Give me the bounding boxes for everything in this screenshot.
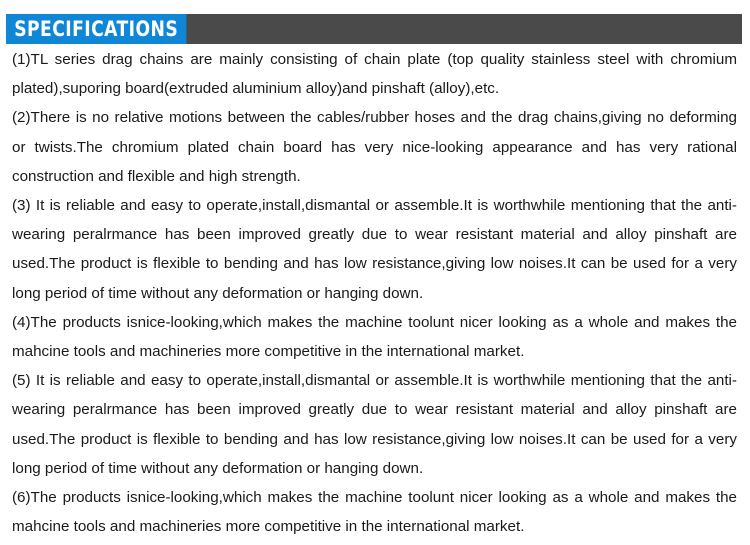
section-title: SPECIFICATIONS — [6, 14, 186, 44]
specifications-body — [12, 45, 737, 541]
spec-paragraph-1: (1)TL series drag chains are mainly consisting of chain plate (top quality stainless steel with chromium plated),suporing board(extruded aluminium alloy)and pinshaft (alloy),etc. — [12, 51, 737, 98]
spec-paragraph-5: (5) It is reliable and easy to operate,install,dismantal or assemble.It is worthwhile mentioning that the anti-wearing peralrmance has been improved greatly due to wear resistant material and alloy pinshaft are used.The product is flexible to bending and has low resistance,giving low noises.It can be used for a very long period of time without any deformation or hanging down. — [12, 372, 737, 477]
section-banner — [0, 0, 750, 44]
spec-paragraph-4: (4)The products isnice-looking,which makes the machine toolunt nicer looking as a whole and makes the mahcine tools and machineries more competitive in the international market. — [12, 313, 737, 361]
spec-paragraph-6: (6)The products isnice-looking,which makes the machine toolunt nicer looking as a whole and makes the mahcine tools and machineries more competitive in the international market. — [12, 489, 737, 536]
spec-paragraph-3: (3) It is reliable and easy to operate,install,dismantal or assemble.It is worthwhile mentioning that the anti-wearing peralrmance has been improved greatly due to wear resistant material and alloy pinshaft are used.The product is flexible to bending and has low resistance,giving low noises.It can be used for a very long period of time without any deformation or hanging down. — [12, 197, 737, 302]
spec-paragraph-2: (2)There is no relative motions between the cables/rubber hoses and the drag chains,giving no deforming or twists.The chromium plated chain board has very nice-looking appearance and has very rational construction and flexible and high strength. — [12, 109, 737, 185]
